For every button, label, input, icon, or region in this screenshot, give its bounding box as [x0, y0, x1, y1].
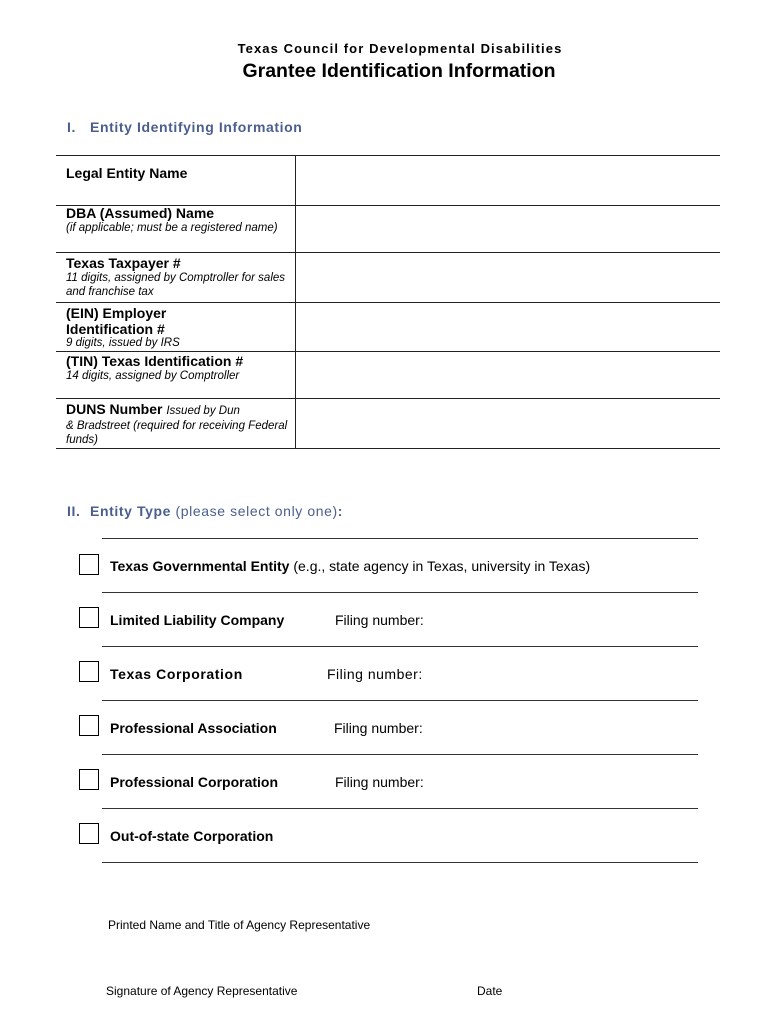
- table-row: [66, 353, 288, 383]
- texas-corporation-checkbox[interactable]: [79, 661, 99, 682]
- professional-association-checkbox[interactable]: [79, 715, 99, 736]
- signature-label: Signature of Agency Representative: [106, 984, 298, 998]
- duns-inline-note: Issued by Dun: [166, 405, 240, 417]
- section-2-instruction: (please select only one): [175, 503, 338, 519]
- texas-governmental-entity-checkbox[interactable]: [79, 554, 99, 575]
- option-divider: [102, 808, 698, 809]
- table-row: [66, 205, 288, 235]
- texas-corporation-filing-number-label: Filing number:: [327, 666, 423, 682]
- table-row: [66, 305, 216, 349]
- table-row-divider: [56, 302, 720, 303]
- table-row-divider: [56, 252, 720, 253]
- table-column-divider: [295, 155, 296, 449]
- entity-info-table: [56, 155, 720, 449]
- dba-name-label: DBA (Assumed) Name: [66, 205, 215, 221]
- professional-association-label: Professional Association: [110, 720, 277, 736]
- table-row: [66, 165, 288, 181]
- form-title: Grantee Identification Information: [242, 60, 556, 82]
- texas-taxpayer-note: 11 digits, assigned by Comptroller for sales and franchise tax: [66, 272, 286, 298]
- texas-corporation-label: Texas Corporation: [110, 666, 243, 682]
- table-top-rule: [56, 155, 720, 156]
- ein-note: 9 digits, issued by IRS: [66, 337, 180, 349]
- llc-filing-number-label: Filing number:: [335, 612, 424, 628]
- texas-governmental-entity-option: [110, 557, 590, 575]
- date-label: Date: [477, 984, 503, 998]
- option-divider: [102, 646, 698, 647]
- option-divider: [102, 592, 698, 593]
- organization-name: Texas Council for Developmental Disabilities: [237, 41, 563, 56]
- limited-liability-company-label: Limited Liability Company: [110, 612, 285, 628]
- section-2-number: II.: [67, 503, 81, 519]
- out-of-state-corporation-label: Out-of-state Corporation: [110, 828, 274, 844]
- section-1-title: Entity Identifying Information: [90, 119, 303, 135]
- section-2-colon: :: [337, 503, 344, 519]
- texas-governmental-entity-label: Texas Governmental Entity: [110, 558, 290, 574]
- duns-label: DUNS Number: [66, 401, 163, 417]
- table-row-divider: [56, 398, 720, 399]
- table-row: [66, 401, 288, 447]
- dba-name-note: (if applicable; must be a registered name): [66, 222, 278, 234]
- option-divider: [102, 862, 698, 863]
- tin-label: (TIN) Texas Identification #: [66, 353, 244, 369]
- table-bottom-rule: [56, 448, 720, 449]
- option-divider: [102, 700, 698, 701]
- professional-corporation-checkbox[interactable]: [79, 769, 99, 790]
- duns-note: & Bradstreet (required for receiving Federal funds): [66, 420, 288, 446]
- section-2-heading: [67, 503, 343, 519]
- option-divider: [102, 754, 698, 755]
- ein-label: (EIN) Employer Identification #: [66, 305, 167, 337]
- option-divider: [102, 538, 698, 539]
- professional-association-filing-number-label: Filing number:: [334, 720, 423, 736]
- professional-corporation-label: Professional Corporation: [110, 774, 279, 790]
- out-of-state-corporation-checkbox[interactable]: [79, 823, 99, 844]
- professional-corporation-filing-number-label: Filing number:: [335, 774, 424, 790]
- printed-name-title-label: Printed Name and Title of Agency Representative: [108, 918, 371, 932]
- texas-governmental-entity-detail: (e.g., state agency in Texas, university in Texas): [293, 558, 591, 574]
- table-row: [66, 255, 288, 299]
- texas-taxpayer-label: Texas Taxpayer #: [66, 255, 181, 271]
- table-row-divider: [56, 351, 720, 352]
- limited-liability-company-checkbox[interactable]: [79, 607, 99, 628]
- section-2-title: Entity Type: [90, 503, 172, 519]
- legal-entity-name-label: Legal Entity Name: [66, 165, 188, 181]
- section-1-heading: [67, 119, 302, 135]
- tin-note: 14 digits, assigned by Comptroller: [66, 370, 240, 382]
- section-1-number: I.: [67, 119, 76, 135]
